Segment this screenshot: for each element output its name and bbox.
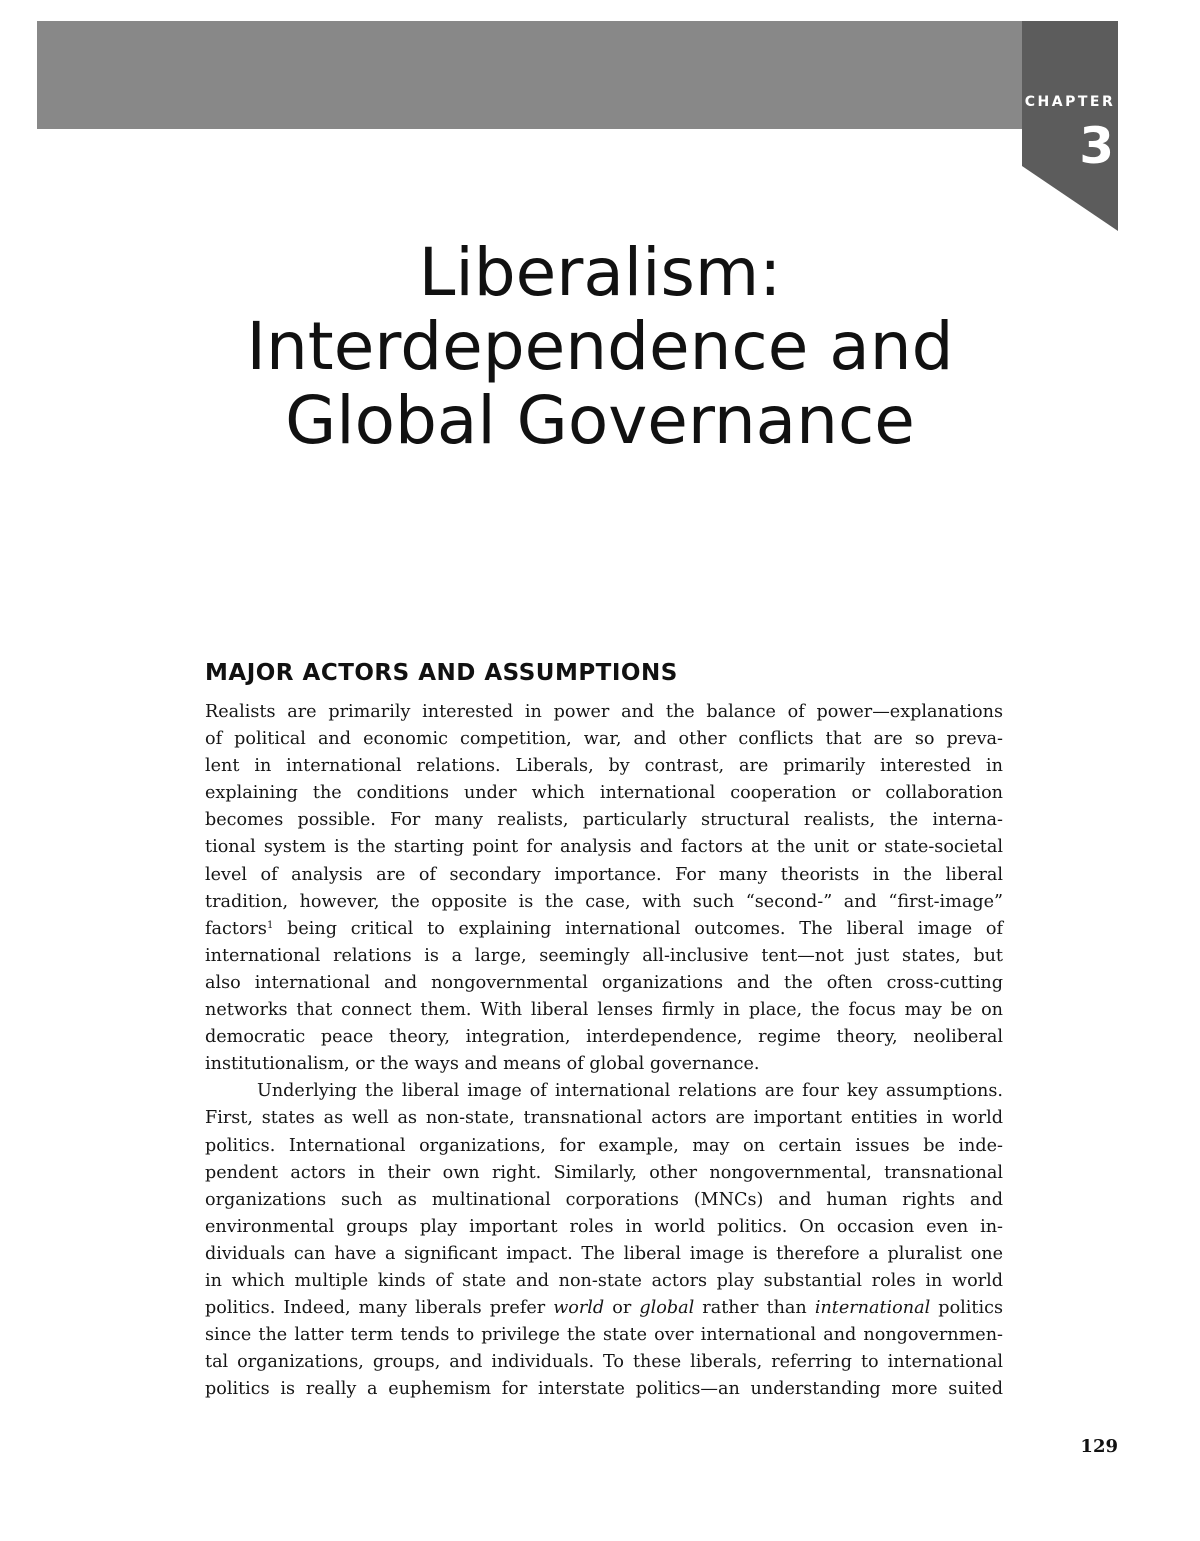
text-line: organizations such as multinational corporations (MNCs) and human rights and [205, 1189, 1003, 1210]
section-heading: MAJOR ACTORS AND ASSUMPTIONS [205, 660, 678, 686]
text-line [205, 916, 1003, 943]
text-line: international relations is a large, seemingly all-inclusive tent—not just states, but [205, 945, 1003, 966]
footnote-marker: 1 [266, 919, 274, 931]
text-line: tradition, however, the opposite is the case, with such “second-” and “first-image” [205, 891, 1003, 912]
text-line [205, 1295, 1003, 1322]
paragraph-2 [205, 1078, 1003, 1403]
text-line: dividuals can have a significant impact. The liberal image is therefore a pluralist one [205, 1243, 1003, 1264]
text-line: tal organizations, groups, and individuals. To these liberals, referring to international [205, 1352, 1003, 1373]
italic-term-world: world [553, 1298, 605, 1319]
text-line: First, states as well as non-state, transnational actors are important entities in world [205, 1108, 1003, 1129]
text-line: politics is really a euphemism for interstate politics—an understanding more suited [205, 1379, 1003, 1400]
text-line: institutionalism, or the ways and means of global governance. [205, 1054, 760, 1075]
chapter-header-band [37, 21, 1118, 129]
text-line: Realists are primarily interested in power and the balance of power—explanations [205, 702, 1003, 722]
italic-term-international: international [814, 1298, 931, 1319]
text-fragment: or [604, 1298, 640, 1319]
text-fragment: politics. Indeed, many liberals prefer [205, 1298, 554, 1319]
text-line: politics. International organizations, for example, may on certain issues be inde- [205, 1135, 1003, 1156]
page-number: 129 [1080, 1436, 1118, 1457]
text-line: pendent actors in their own right. Similarly, other nongovernmental, transnational [205, 1162, 1003, 1183]
text-line: lent in international relations. Liberals, by contrast, are primarily interested in [205, 756, 1003, 777]
chapter-number: 3 [1079, 117, 1114, 175]
chapter-label: CHAPTER [1024, 94, 1116, 110]
text-line: since the latter term tends to privilege the state over international and nongovernmen- [205, 1325, 1003, 1346]
text-line: explaining the conditions under which international cooperation or collaboration [205, 783, 1003, 804]
paragraph-1 [205, 699, 1003, 1078]
text-line: of political and economic competition, war, and other conflicts that are so preva- [205, 729, 1003, 750]
body-text [205, 699, 1003, 1403]
chapter-title-line-3: Global Governance [285, 382, 915, 459]
text-line: Underlying the liberal image of international relations are four key assumptions. [257, 1081, 1003, 1102]
text-line: democratic peace theory, integration, interdependence, regime theory, neoliberal [205, 1027, 1003, 1048]
chapter-title-line-2: Interdependence and [246, 308, 954, 385]
text-line: also international and nongovernmental organizations and the often cross-cutting [205, 972, 1003, 993]
text-fragment: rather than [694, 1298, 815, 1319]
text-line: in which multiple kinds of state and non-state actors play substantial roles in world [205, 1270, 1003, 1291]
text-line: networks that connect them. With liberal lenses firmly in place, the focus may be on [205, 1000, 1003, 1021]
italic-term-global: global [639, 1298, 695, 1319]
text-line: level of analysis are of secondary importance. For many theorists in the liberal [205, 864, 1003, 885]
text-line: becomes possible. For many realists, particularly structural realists, the interna- [205, 810, 1003, 831]
chapter-title-line-1: Liberalism: [418, 234, 782, 311]
chapter-title [160, 236, 1040, 458]
text-fragment: factors [205, 918, 267, 939]
text-line: environmental groups play important roles in world politics. On occasion even in- [205, 1216, 1003, 1237]
text-fragment: politics [930, 1298, 1003, 1319]
text-fragment: being critical to explaining international outcomes. The liberal image of [273, 918, 1003, 939]
text-line: tional system is the starting point for analysis and factors at the unit or state-societal [205, 837, 1003, 858]
